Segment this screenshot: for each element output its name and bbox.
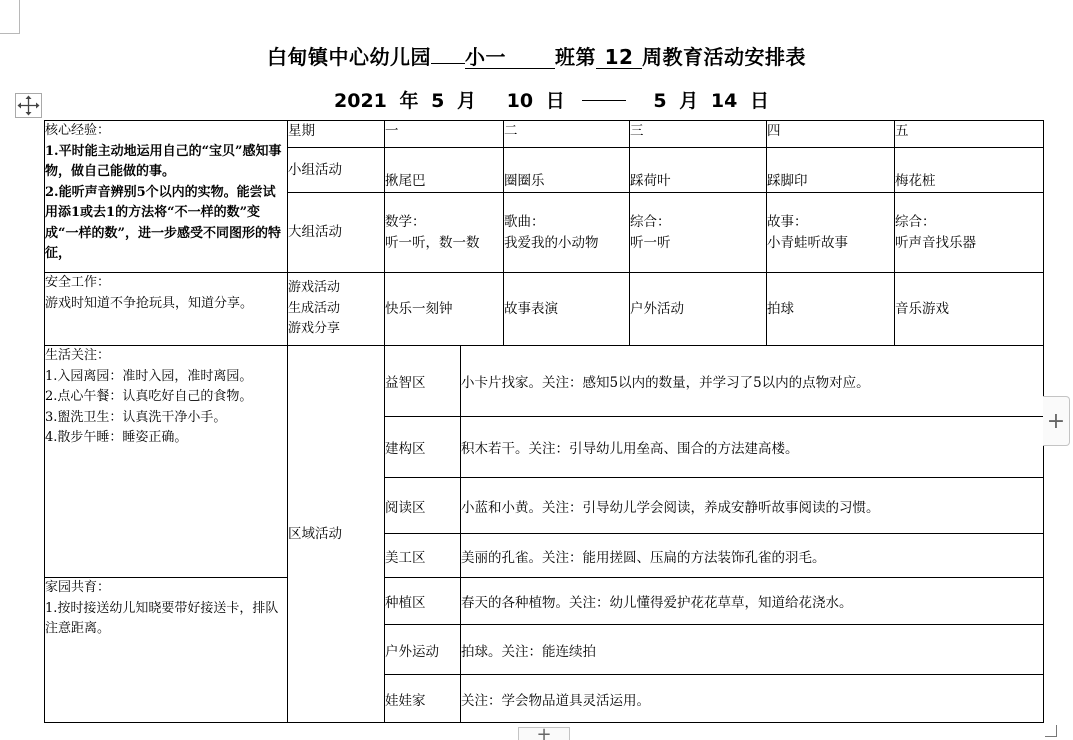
year-unit: 年 <box>399 90 419 112</box>
small-group-tue[interactable] <box>504 148 630 193</box>
small-group-mon[interactable] <box>385 148 504 193</box>
small-group-fri[interactable] <box>895 148 1044 193</box>
zone-desc: 美丽的孔雀。关注：能用搓圆、压扁的方法装饰孔雀的羽毛。 <box>461 549 826 566</box>
start-day-unit: 日 <box>545 90 565 112</box>
add-column-button[interactable] <box>1043 396 1070 446</box>
activity-name: 听一听 <box>630 234 671 251</box>
core-experience-cell[interactable] <box>45 121 288 273</box>
home-heading: 家园共育： <box>45 580 111 595</box>
zone-name-cell[interactable] <box>385 534 461 578</box>
zone-desc: 关注：学会物品道具灵活运用。 <box>461 692 650 709</box>
zone-name: 益智区 <box>385 375 426 391</box>
activity-type: 综合： <box>895 213 936 230</box>
activity-name: 听声音找乐器 <box>895 234 976 251</box>
zone-name-cell[interactable] <box>385 478 461 534</box>
core-line-1: 1.平时能主动地运用自己的“宝贝”感知事物，做自己能做的事。 <box>45 143 282 179</box>
activity-text: 户外活动 <box>630 300 684 317</box>
activity-name: 听一听，数一数 <box>385 234 480 251</box>
title-tail: 周教育活动安排表 <box>642 45 806 69</box>
game-label-2: 生成活动 <box>288 300 341 316</box>
weekday-row <box>45 121 1044 148</box>
zone-name: 种植区 <box>385 595 426 611</box>
end-month: 5 <box>653 90 667 112</box>
zone-desc-cell[interactable] <box>461 478 1044 534</box>
safety-heading: 安全工作： <box>45 275 111 290</box>
day-label: 四 <box>767 123 781 139</box>
day-cell-wed[interactable] <box>630 121 767 148</box>
week-label-cell[interactable] <box>288 121 385 148</box>
day-label: 五 <box>895 123 909 139</box>
game-fri[interactable] <box>895 273 1044 346</box>
small-group-label: 小组活动 <box>288 161 342 178</box>
life-line-2: 2.点心午餐：认真吃好自己的食物。 <box>45 389 253 404</box>
zone-name-cell[interactable] <box>385 417 461 478</box>
zone-name-cell[interactable] <box>385 675 461 723</box>
area-row <box>45 346 1044 417</box>
zone-name-cell[interactable] <box>385 578 461 625</box>
date-range <box>0 86 1073 113</box>
home-school-cell[interactable] <box>45 578 288 723</box>
area-row <box>45 578 1044 625</box>
class-name-blank <box>465 46 555 69</box>
large-group-label-cell[interactable] <box>288 193 385 273</box>
start-month: 5 <box>431 90 445 112</box>
school-name: 白甸镇中心幼儿园 <box>267 45 431 69</box>
day-label: 二 <box>504 123 518 139</box>
start-month-unit: 月 <box>457 90 477 112</box>
life-line-3: 3.盥洗卫生：认真洗干净小手。 <box>45 409 227 425</box>
activity-text: 揪尾巴 <box>385 173 426 189</box>
large-group-wed[interactable] <box>630 193 767 273</box>
game-row <box>45 273 1044 346</box>
activity-text: 快乐一刻钟 <box>385 300 453 317</box>
life-line-1: 1.入园离园：准时入园，准时离园。 <box>45 368 253 384</box>
game-mon[interactable] <box>385 273 504 346</box>
game-label-cell[interactable] <box>288 273 385 346</box>
small-group-wed[interactable] <box>630 148 767 193</box>
area-label: 区域活动 <box>288 525 342 542</box>
zone-name-cell[interactable] <box>385 625 461 675</box>
weekly-plan-table <box>44 120 1044 723</box>
activity-text: 圈圈乐 <box>504 173 545 189</box>
zone-desc-cell[interactable] <box>461 346 1044 417</box>
start-day: 10 <box>506 90 534 112</box>
zone-name: 美工区 <box>385 549 426 566</box>
safety-line-1: 游戏时知道不争抢玩具，知道分享。 <box>45 295 254 311</box>
day-cell-mon[interactable] <box>385 121 504 148</box>
large-group-thu[interactable] <box>767 193 895 273</box>
class-blank-lead <box>431 63 465 64</box>
large-group-label: 大组活动 <box>288 224 342 240</box>
class-name: 小一 <box>465 45 506 69</box>
life-heading: 生活关注： <box>45 348 111 363</box>
activity-type: 数学： <box>385 213 426 230</box>
small-group-thu[interactable] <box>767 148 895 193</box>
class-word: 班第 <box>555 45 596 69</box>
safety-cell[interactable] <box>45 273 288 346</box>
plus-icon: + <box>536 727 552 740</box>
table-resize-handle[interactable] <box>1045 725 1057 737</box>
day-label: 一 <box>385 123 399 139</box>
large-group-tue[interactable] <box>504 193 630 273</box>
zone-desc: 小蓝和小黄。关注：引导幼儿学会阅读，养成安静听故事阅读的习惯。 <box>461 499 880 516</box>
page-corner-mark <box>0 0 20 34</box>
day-cell-tue[interactable] <box>504 121 630 148</box>
document-title <box>0 41 1073 70</box>
game-wed[interactable] <box>630 273 767 346</box>
zone-desc-cell[interactable] <box>461 534 1044 578</box>
zone-desc: 拍球。关注：能连续拍 <box>461 643 596 660</box>
activity-type: 歌曲： <box>504 213 545 230</box>
zone-name: 娃娃家 <box>385 692 426 709</box>
zone-desc-cell[interactable] <box>461 675 1044 723</box>
end-month-unit: 月 <box>679 90 699 112</box>
week-number: 12 <box>596 46 642 69</box>
area-label-cell[interactable] <box>288 346 385 723</box>
activity-text: 踩荷叶 <box>630 173 671 189</box>
activity-text: 故事表演 <box>504 300 558 317</box>
day-label: 三 <box>630 123 644 139</box>
game-tue[interactable] <box>504 273 630 346</box>
activity-text: 踩脚印 <box>767 173 808 189</box>
date-dash <box>582 100 626 101</box>
zone-name: 建构区 <box>385 441 426 457</box>
game-thu[interactable] <box>767 273 895 346</box>
zone-desc: 积木若干。关注：引导幼儿用垒高、围合的方法建高楼。 <box>461 441 799 457</box>
life-care-cell[interactable] <box>45 346 288 578</box>
zone-name: 阅读区 <box>385 499 426 516</box>
zone-desc: 小卡片找家。关注：感知5以内的数量，并学习了5以内的点物对应。 <box>461 375 870 391</box>
zone-desc-cell[interactable] <box>461 578 1044 625</box>
activity-text: 音乐游戏 <box>895 300 949 317</box>
zone-desc-cell[interactable] <box>461 417 1044 478</box>
core-line-2: 2.能听声音辨别5个以内的实物。能尝试用添1或去1的方法将“不一样的数”变成“一样的数”，进一步感受不同图形的特征， <box>45 184 281 261</box>
small-group-label-cell[interactable] <box>288 148 385 193</box>
activity-name: 我爱我的小动物 <box>504 234 599 251</box>
zone-desc: 春天的各种植物。关注：幼儿懂得爱护花花草草，知道给花浇水。 <box>461 595 853 611</box>
life-line-4: 4.散步午睡：睡姿正确。 <box>45 430 188 445</box>
week-label: 星期 <box>288 123 315 139</box>
end-day-unit: 日 <box>749 90 769 112</box>
activity-text: 梅花桩 <box>895 173 936 189</box>
activity-type: 综合： <box>630 213 671 230</box>
year: 2021 <box>334 90 387 112</box>
large-group-fri[interactable] <box>895 193 1044 273</box>
add-row-button[interactable] <box>518 727 570 740</box>
end-day: 14 <box>710 90 738 112</box>
zone-name-cell[interactable] <box>385 346 461 417</box>
zone-name: 户外运动 <box>385 643 439 660</box>
zone-desc-cell[interactable] <box>461 625 1044 675</box>
core-heading: 核心经验： <box>45 123 111 138</box>
game-label-1: 游戏活动 <box>288 280 341 296</box>
large-group-mon[interactable] <box>385 193 504 273</box>
activity-type: 故事： <box>767 213 808 230</box>
activity-name: 小青蛙听故事 <box>767 234 848 251</box>
home-line-1: 1.按时接送幼儿知晓要带好接送卡，排队注意距离。 <box>45 600 279 636</box>
plus-icon: + <box>1046 408 1066 434</box>
day-cell-thu[interactable] <box>767 121 895 148</box>
game-label-3: 游戏分享 <box>288 321 341 337</box>
day-cell-fri[interactable] <box>895 121 1044 148</box>
activity-text: 拍球 <box>767 300 794 317</box>
